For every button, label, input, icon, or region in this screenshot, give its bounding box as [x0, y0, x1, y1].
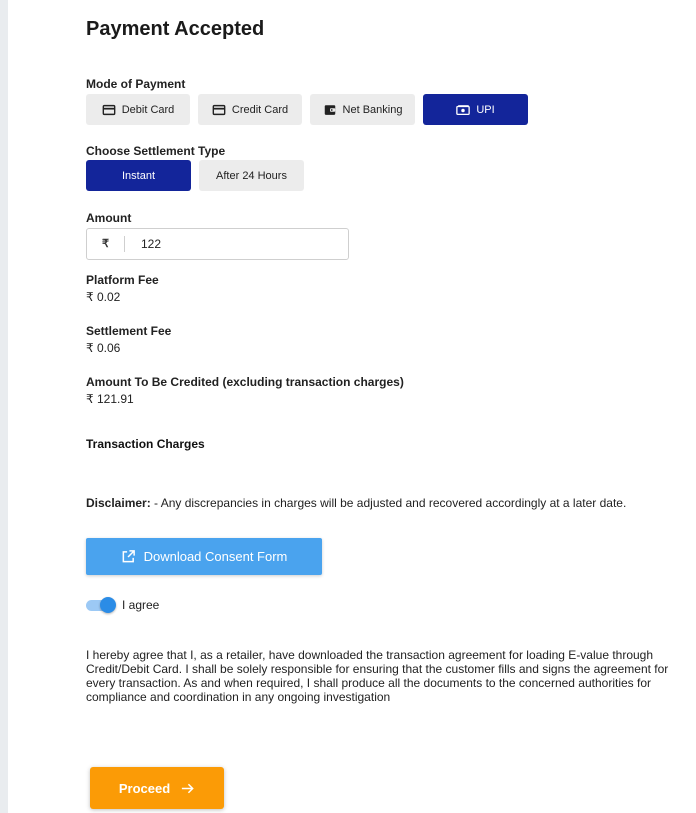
instant-label: Instant	[121, 169, 156, 182]
transaction-charges-title: Transaction Charges	[86, 437, 205, 451]
debit-card-button[interactable]	[86, 94, 190, 125]
card-icon	[102, 103, 116, 117]
page-title: Payment Accepted	[86, 18, 265, 40]
disclaimer-text: - Any discrepancies in charges will be adjusted and recovered accordingly at a later date.	[150, 496, 627, 510]
debit-card-label: Debit Card	[121, 103, 175, 116]
download-consent-form-button[interactable]	[86, 538, 322, 575]
left-sidebar-edge	[0, 0, 8, 813]
proceed-button[interactable]	[90, 767, 224, 809]
amount-credited-label: Amount To Be Credited (excluding transaction charges)	[86, 375, 404, 389]
arrow-right-icon	[180, 781, 195, 796]
settlement-fee-label: Settlement Fee	[86, 324, 172, 338]
net-banking-label: Net Banking	[342, 103, 403, 116]
toggle-knob	[100, 597, 116, 613]
payment-mode-options	[86, 94, 528, 125]
disclaimer-prefix: Disclaimer:	[86, 496, 151, 510]
amount-field[interactable]	[86, 228, 349, 260]
amount-label: Amount	[86, 211, 132, 225]
platform-fee-label: Platform Fee	[86, 273, 159, 287]
settlement-fee-value: ₹ 0.06	[86, 341, 121, 355]
agree-toggle-row	[86, 598, 159, 612]
credit-card-button[interactable]	[198, 94, 302, 125]
net-banking-button[interactable]	[310, 94, 415, 125]
instant-button[interactable]	[86, 160, 191, 191]
agreement-text: I hereby agree that I, as a retailer, have downloaded the transaction agreement for loading E-value through Credit/Debit Card. I shall be solely responsible for ensuring that the customer fills and signs the agreement for every transaction. As and when required, I shall produce all the documents to the concerned authorities for compliance and coordination in any ongoing investigation	[86, 648, 669, 704]
upi-label: UPI	[476, 103, 495, 116]
amount-credited-value: ₹ 121.91	[86, 392, 134, 406]
rupee-icon: ₹	[87, 236, 125, 252]
card-icon	[212, 103, 226, 117]
mode-of-payment-label: Mode of Payment	[86, 77, 186, 91]
wallet-icon	[323, 103, 337, 117]
disclaimer	[86, 496, 626, 510]
proceed-label: Proceed	[118, 780, 171, 796]
upi-button[interactable]	[423, 94, 528, 125]
settlement-options	[86, 160, 304, 191]
agree-label: I agree	[122, 598, 160, 612]
download-consent-form-label: Download Consent Form	[143, 549, 288, 564]
credit-card-label: Credit Card	[231, 103, 289, 116]
settlement-type-label: Choose Settlement Type	[86, 144, 226, 158]
cash-icon	[456, 103, 470, 117]
after-24-hours-button[interactable]	[199, 160, 304, 191]
external-link-icon	[121, 549, 136, 564]
platform-fee-value: ₹ 0.02	[86, 290, 121, 304]
agree-toggle[interactable]	[86, 600, 114, 611]
amount-input[interactable]	[125, 237, 325, 251]
after-24-hours-label: After 24 Hours	[216, 169, 287, 182]
